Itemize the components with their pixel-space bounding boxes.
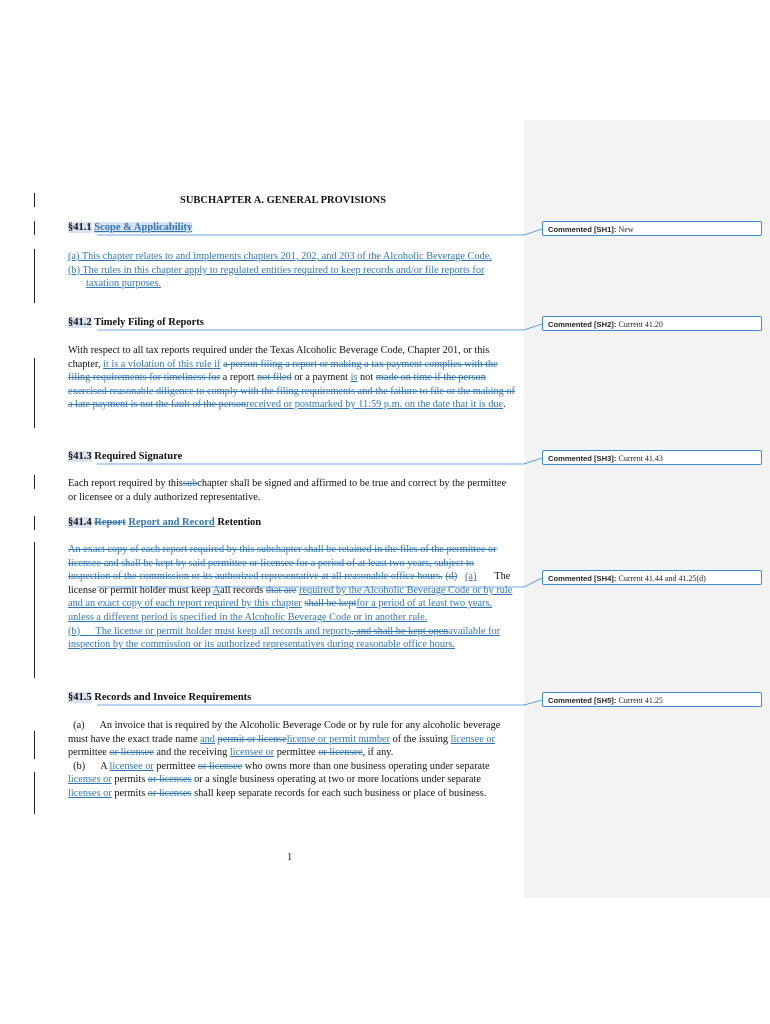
subsection-a: (a) An invoice that is required by the Alcoholic Beverage Code or by rule for any alcoholic beverage must have the exact trade name and permit or licenselicense or permit number of the issuing licensee or permittee or licensee and the receiving licensee or permittee or licensee, if any. (68, 720, 501, 759)
comment-sh3[interactable]: Commented [SH3]: Current 41.43 (542, 450, 762, 465)
section-41-2-body: With respect to all tax reports required under the Texas Alcoholic Beverage Code, Chapter 201, or this chapter, it is a violation of this rule if a person filing a report or making a tax payment complies with the filing requirements for timeliness for a report not filed or a payment is not made on time if the person exercised reasonable diligence to comply with the filing requirements and the failure to file or the making of a late payment is not the fault of the personreceived or postmarked by 11:59 p.m. on the date that it is due. (68, 345, 515, 411)
page-number: 1 (287, 852, 293, 863)
section-number: §41.1 (68, 222, 92, 233)
comment-sh5[interactable]: Commented [SH5]: Current 41.25 (542, 692, 762, 707)
section-number: §41.3 (68, 451, 92, 462)
change-bar (34, 358, 35, 428)
section-41-3-body: Each report required by thissubchapter shall be signed and affirmed to be true and correct by the permittee or licensee or a duly authorized representative. (68, 478, 507, 503)
subsection-b: (b) A licensee or permittee or licensee who owns more than one business operating under separate licenses or permits or licenses or a single business operating at two or more locations under separate licenses or permits or licenses shall keep separate records for each such business or place of business. (68, 760, 490, 799)
comment-sh1[interactable]: Commented [SH1]: New (542, 221, 762, 236)
section-number: §41.2 (68, 317, 92, 328)
change-bar (34, 475, 35, 489)
subsection-a: (a) This chapter relates to and implements chapters 201, 202, and 203 of the Alcoholic Beverage Code. (68, 251, 492, 262)
section-title-inserted: Report and Record (128, 517, 215, 528)
change-bar (34, 249, 35, 303)
section-41-5-body (68, 719, 516, 801)
section-41-4-body: An exact copy of each report required by this subchapter shall be retained in the files of the permittee or licensee and shall be kept by said permittee or licensee for a period of at least two years, subject to inspection of the commission or its authorized representative at all reasonable office hours. (d) (a) The license or permit holder must keep Aall records that are required by the Alcoholic Beverage Code or by rule and an exact copy of each report required by this chapter shall be keptfor a period of at least two years, unless a different period is specified in the Alcoholic Beverage Code or in another rule. (b) The license or permit holder must keep all records and reports, and shall be kept openavailable for inspection by the commission or its authorized representatives during reasonable office hours. (68, 543, 516, 652)
section-title: Retention (217, 517, 262, 528)
section-title: Required Signature (94, 451, 183, 462)
change-bar (34, 772, 35, 814)
comment-sh2[interactable]: Commented [SH2]: Current 41.20 (542, 316, 762, 331)
comment-sh4[interactable]: Commented [SH4]: Current 41.44 and 41.25(d) (542, 570, 762, 585)
section-heading-41-5 (68, 692, 251, 703)
change-bar (34, 516, 35, 530)
section-title: Records and Invoice Requirements (94, 692, 252, 703)
section-heading-41-2 (68, 317, 204, 328)
section-title: Scope & Applicability (94, 222, 193, 233)
section-41-1-body (68, 250, 516, 291)
chapter-title: SUBCHAPTER A. GENERAL PROVISIONS (180, 195, 386, 206)
section-heading-41-3 (68, 451, 182, 462)
change-bar (34, 193, 35, 207)
change-bar (34, 542, 35, 678)
subsection-b: (b) The rules in this chapter apply to regulated entities required to keep records and/or file reports for taxation purposes. (68, 264, 485, 290)
change-bar (34, 221, 35, 235)
change-bar (34, 731, 35, 759)
section-heading-41-1 (68, 222, 192, 233)
subsection-b: (b) The license or permit holder must keep all records and reports, and shall be kept openavailable for inspection by the commission or its authorized representatives during reasonable office hours. (68, 625, 501, 651)
section-number: §41.5 (68, 692, 92, 703)
section-number: §41.4 (68, 517, 92, 528)
section-heading-41-4 (68, 517, 261, 528)
section-title-deleted: Report (94, 517, 126, 528)
section-title: Timely Filing of Reports (94, 317, 204, 328)
